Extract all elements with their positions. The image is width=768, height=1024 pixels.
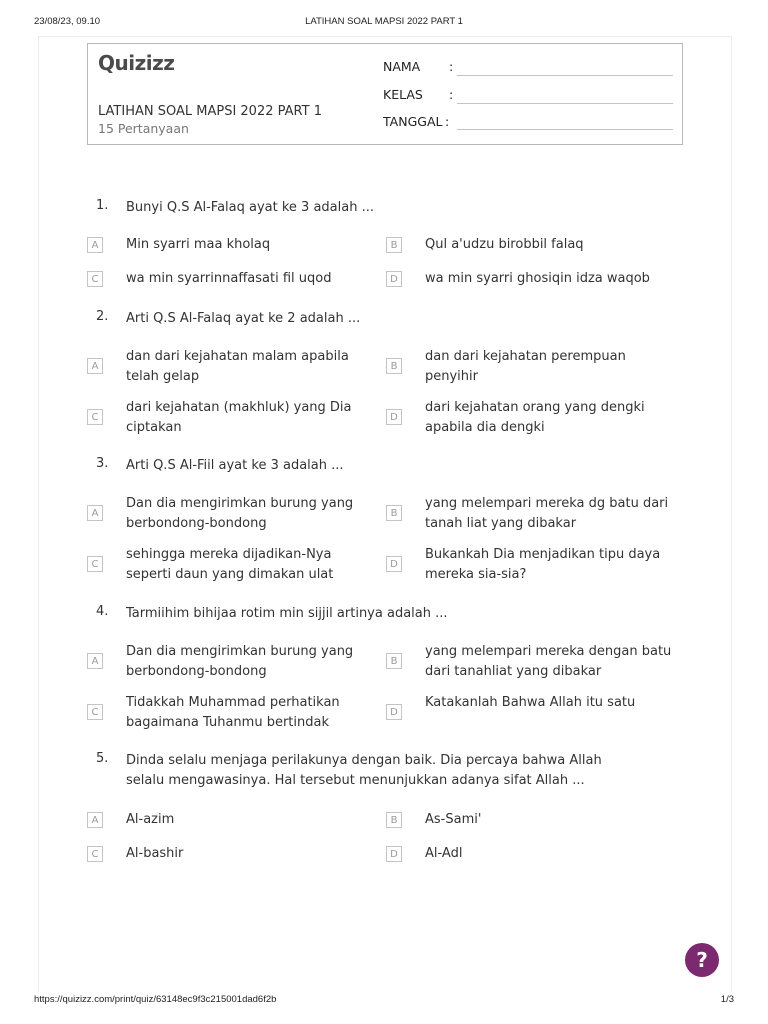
option-text: dari kejahatan (makhluk) yang Dia ciptakan [126, 400, 352, 435]
option-text: Al-bashir [126, 846, 184, 861]
option-text: Al-azim [126, 812, 175, 827]
option-letter: B [386, 358, 402, 374]
name-label: NAMA [383, 59, 421, 74]
quiz-title: LATIHAN SOAL MAPSI 2022 PART 1 [98, 104, 322, 119]
question-text: Tarmiihim bihijaa rotim min sijjil artinya adalah ... [126, 606, 448, 621]
question-number: 2. [96, 309, 109, 324]
option-letter: A [87, 653, 103, 669]
option-text: yang melempari mereka dg batu dari tanah liat yang dibakar [425, 496, 669, 531]
quiz-info-box [87, 43, 683, 145]
option-letter: A [87, 505, 103, 521]
option-text: dan dari kejahatan perempuan penyihir [425, 349, 626, 384]
option-letter: C [87, 409, 103, 425]
option-letter: C [87, 271, 103, 287]
page-number: 1/3 [720, 994, 734, 1005]
print-title: LATIHAN SOAL MAPSI 2022 PART 1 [305, 16, 463, 27]
option-letter: B [386, 653, 402, 669]
date-colon: : [445, 114, 450, 129]
option-text: Dan dia mengirimkan burung yang berbondong-bondong [126, 644, 354, 679]
option-text: dan dari kejahatan malam apabila telah gelap [126, 349, 349, 384]
option-letter: B [386, 505, 402, 521]
option-text: Al-Adl [425, 846, 463, 861]
option-text: Min syarri maa kholaq [126, 237, 271, 252]
option-letter: B [386, 237, 402, 253]
option-text: dari kejahatan orang yang dengki apabila dia dengki [425, 400, 645, 435]
option-text: wa min syarrinnaffasati fil uqod [126, 271, 332, 286]
option-letter: D [386, 846, 402, 862]
question-number: 4. [96, 604, 109, 619]
option-letter: A [87, 237, 103, 253]
option-letter: D [386, 271, 402, 287]
question-number: 1. [96, 198, 109, 213]
quizizz-logo: Quizizz [98, 51, 175, 75]
help-button[interactable]: ? [685, 943, 719, 977]
option-text: Dan dia mengirimkan burung yang berbondong-bondong [126, 496, 354, 531]
print-footer [0, 994, 768, 1008]
option-letter: D [386, 556, 402, 572]
option-letter: C [87, 704, 103, 720]
name-colon: : [449, 59, 454, 74]
option-letter: B [386, 812, 402, 828]
option-letter: C [87, 846, 103, 862]
print-url: https://quizizz.com/print/quiz/63148ec9f3c215001dad6f2b [34, 994, 277, 1005]
option-text: wa min syarri ghosiqin idza waqob [425, 271, 650, 286]
option-text: Bukankah Dia menjadikan tipu daya mereka sia-sia? [425, 547, 661, 582]
name-line [457, 75, 673, 76]
option-text: Qul a'udzu birobbil falaq [425, 237, 584, 252]
class-line [457, 103, 673, 104]
date-line [457, 129, 673, 130]
option-letter: D [386, 704, 402, 720]
option-text: sehingga mereka dijadikan-Nya seperti daun yang dimakan ulat [126, 547, 334, 582]
option-letter: D [386, 409, 402, 425]
option-text: Katakanlah Bahwa Allah itu satu [425, 695, 636, 710]
class-label: KELAS [383, 87, 423, 102]
option-letter: A [87, 812, 103, 828]
question-text: Arti Q.S Al-Falaq ayat ke 2 adalah ... [126, 311, 361, 326]
print-header [0, 16, 768, 30]
question-text: Bunyi Q.S Al-Falaq ayat ke 3 adalah ... [126, 200, 374, 215]
option-letter: C [87, 556, 103, 572]
option-text: yang melempari mereka dengan batu dari tanahliat yang dibakar [425, 644, 672, 679]
option-text: Tidakkah Muhammad perhatikan bagaimana Tuhanmu bertindak [126, 695, 340, 730]
print-datetime: 23/08/23, 09.10 [34, 16, 101, 27]
question-number: 3. [96, 456, 109, 471]
question-text: Dinda selalu menjaga perilakunya dengan baik. Dia percaya bahwa Allah selalu mengawasinya. Hal tersebut menunjukkan adanya sifat Allah ... [126, 753, 602, 788]
question-number: 5. [96, 751, 109, 766]
class-colon: : [449, 87, 454, 102]
question-count: 15 Pertanyaan [98, 121, 189, 136]
option-text: As-Sami' [425, 812, 482, 827]
option-letter: A [87, 358, 103, 374]
question-text: Arti Q.S Al-Fiil ayat ke 3 adalah ... [126, 458, 344, 473]
date-label: TANGGAL [383, 114, 443, 129]
